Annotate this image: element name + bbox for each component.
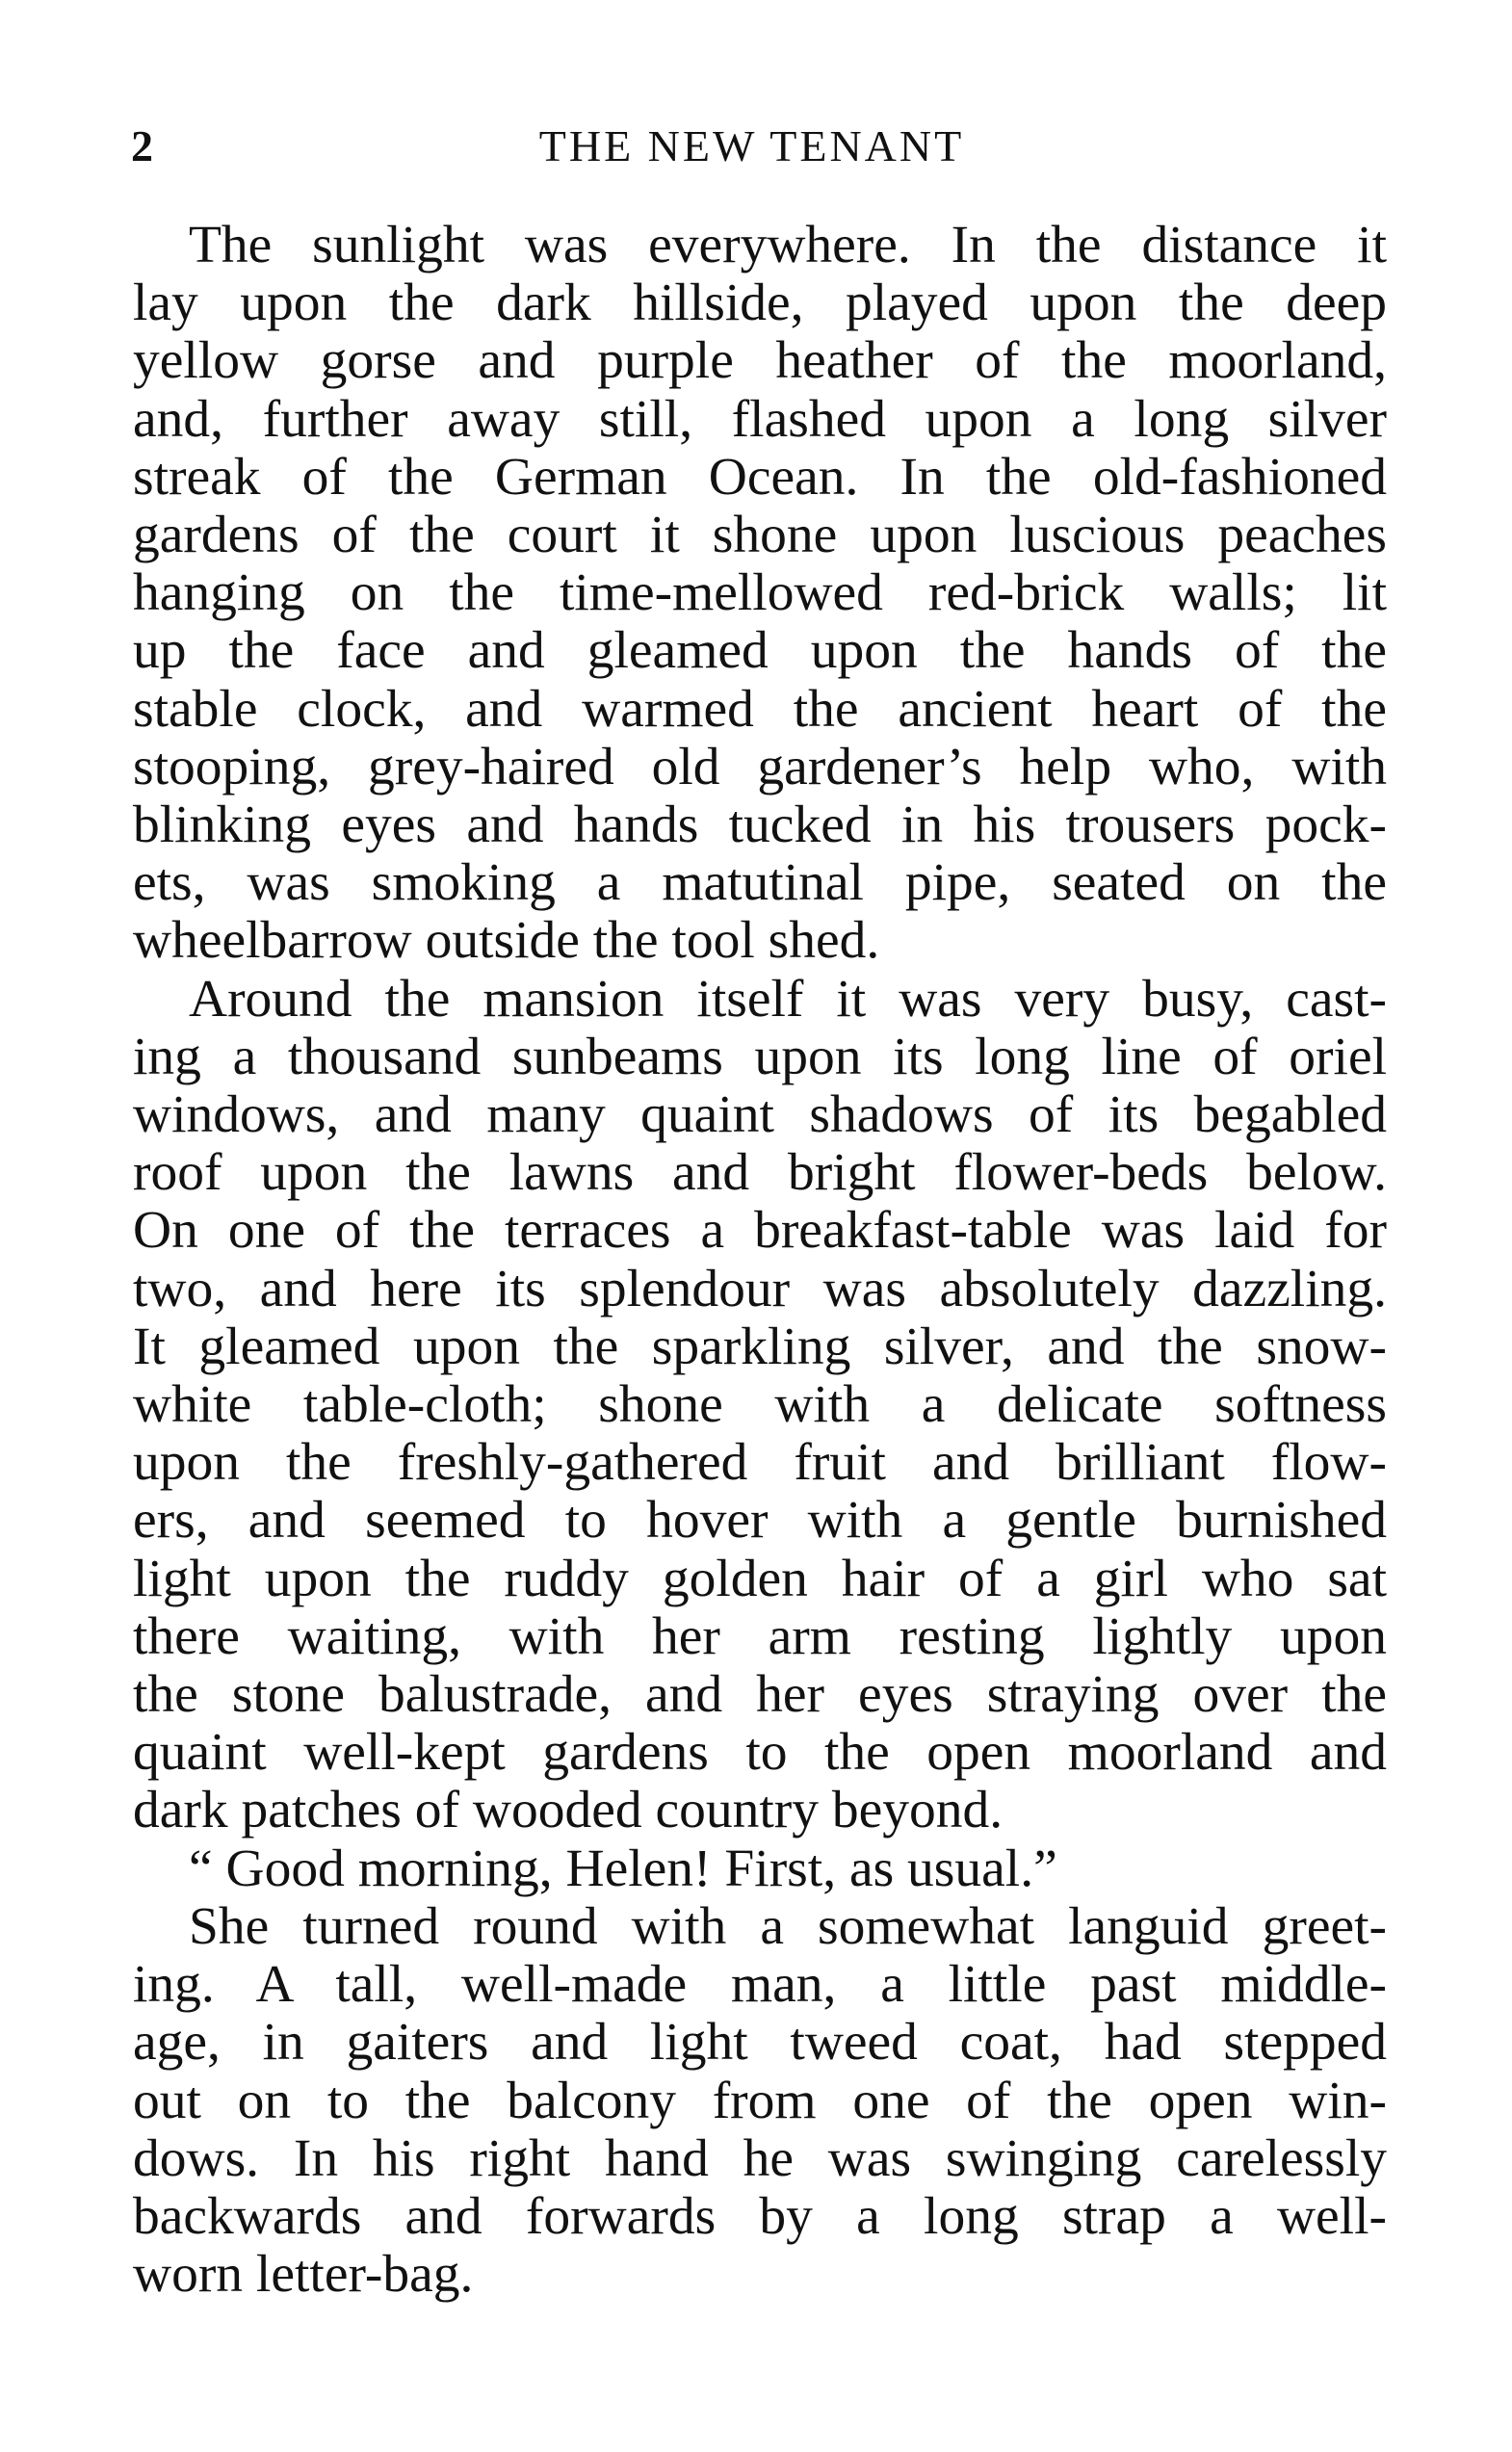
text-line: Around the mansion itself it was very busy, cast-	[189, 969, 1387, 1029]
text-line: there waiting, with her arm resting lightly upon	[133, 1606, 1387, 1666]
text-line: gardens of the court it shone upon luscious peaches	[133, 506, 1387, 565]
text-line: the stone balustrade, and her eyes straying over the	[133, 1665, 1387, 1725]
text-line: dows. In his right hand he was swinging carelessly	[133, 2128, 1387, 2188]
page-number: 2	[131, 121, 153, 170]
text-line: light upon the ruddy golden hair of a girl who sat	[133, 1549, 1387, 1608]
text-line: It gleamed upon the sparkling silver, and the snow-	[133, 1317, 1387, 1376]
text-line: streak of the German Ocean. In the old-fashioned	[133, 447, 1387, 507]
body-text	[133, 217, 1387, 2304]
text-line: age, in gaiters and light tweed coat, had stepped	[133, 2013, 1387, 2073]
text-line: out on to the balcony from one of the open win-	[133, 2071, 1387, 2130]
text-line: stable clock, and warmed the ancient heart of the	[133, 679, 1387, 739]
text-line: white table-cloth; shone with a delicate softness	[133, 1375, 1387, 1435]
text-line: “ Good morning, Helen! First, as usual.”	[189, 1839, 1057, 1898]
text-line: quaint well-kept gardens to the open moorland and	[133, 1723, 1387, 1783]
paragraph-3	[133, 1840, 1387, 1898]
text-line: worn letter-bag.	[133, 2245, 474, 2305]
text-line: dark patches of wooded country beyond.	[133, 1781, 1004, 1840]
text-line: ets, was smoking a matutinal pipe, seated on the	[133, 853, 1387, 913]
paragraph-1	[133, 217, 1387, 971]
text-line: two, and here its splendour was absolutely dazzling.	[133, 1259, 1387, 1318]
text-line: upon the freshly-gathered fruit and brilliant flow-	[133, 1433, 1387, 1493]
text-line: backwards and forwards by a long strap a well-	[133, 2186, 1387, 2246]
text-line: blinking eyes and hands tucked in his trousers pock-	[133, 796, 1387, 855]
text-line: ing. A tall, well-made man, a little past middle-	[133, 1955, 1387, 2015]
text-line: roof upon the lawns and bright flower-beds below.	[133, 1143, 1387, 1203]
text-line: up the face and gleamed upon the hands of the	[133, 621, 1387, 681]
text-line: ers, and seemed to hover with a gentle burnished	[133, 1491, 1387, 1551]
text-line: ing a thousand sunbeams upon its long line of oriel	[133, 1027, 1387, 1086]
text-line: hanging on the time-mellowed red-brick walls; lit	[133, 563, 1387, 623]
text-line: The sunlight was everywhere. In the distance it	[189, 216, 1387, 274]
text-line: lay upon the dark hillside, played upon the deep	[133, 274, 1387, 333]
text-line: On one of the terraces a breakfast-table was laid for	[133, 1201, 1387, 1261]
paragraph-4	[133, 1898, 1387, 2304]
text-line: wheelbarrow outside the tool shed.	[133, 911, 880, 971]
text-line: and, further away still, flashed upon a long silver	[133, 389, 1387, 449]
text-line: stooping, grey-haired old gardener’s help who, with	[133, 737, 1387, 796]
running-title: THE NEW TENANT	[538, 121, 965, 170]
running-head	[123, 117, 1380, 175]
text-line: yellow gorse and purple heather of the moorland,	[133, 331, 1387, 391]
text-line: She turned round with a somewhat languid greet-	[189, 1896, 1387, 1956]
text-line: windows, and many quaint shadows of its begabled	[133, 1085, 1387, 1145]
paragraph-2	[133, 971, 1387, 1840]
